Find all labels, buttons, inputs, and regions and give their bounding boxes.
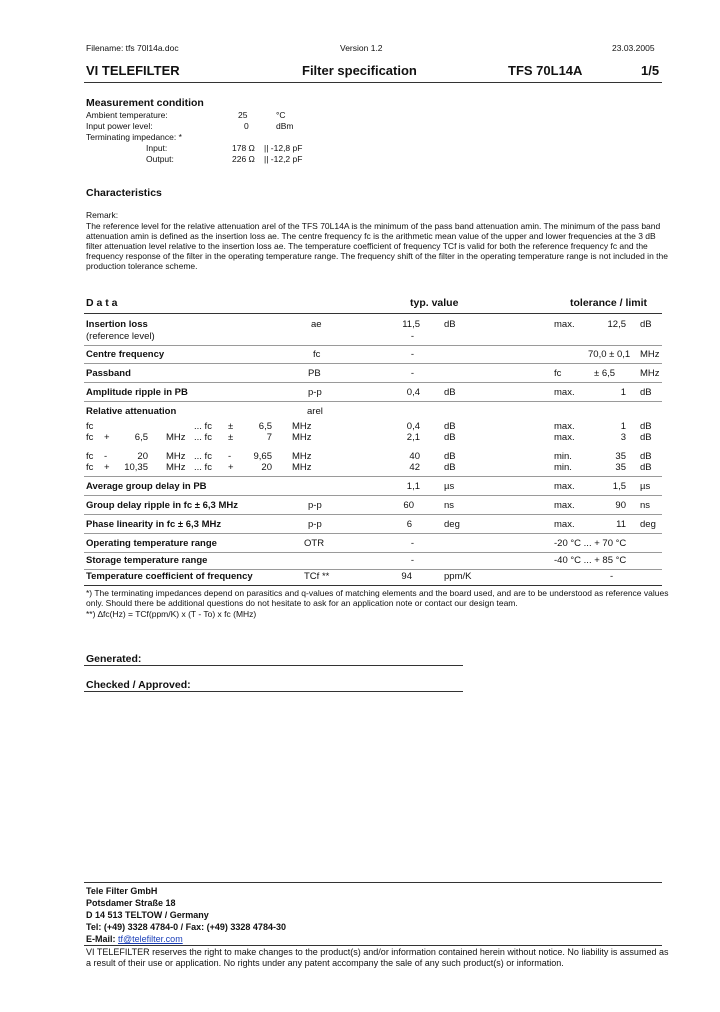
footer-email-link[interactable]: tf@telefilter.com (118, 934, 183, 944)
rel-row-2-l: min. (554, 451, 572, 462)
impedance-label: Terminating impedance: * (86, 132, 182, 142)
row-rule (84, 552, 662, 553)
footer-disclaimer: VI TELEFILTER reserves the right to make changes to the product(s) and/or information contained herein without notice. No liability is assumed as a result of their use or application. No rights under any patent accompany the sale of any such product(s) or information. (86, 947, 669, 968)
rel-row-1-l: max. (554, 432, 575, 443)
gdr-label: Group delay ripple in fc ± 6,3 MHz (86, 500, 238, 511)
remark-text: The reference level for the relative attenuation arel of the TFS 70L14A is the minimum of the pass band attenuation amin. The minimum of the pass band attenuation amin is defined as the insertion loss ae. The centre frequency fc is the arithmetic mean value of the upper and lower frequencies at the 3 dB filter attenuation level relative to the insertion loss ae. The temperature coefficient of frequency TCf is valid for both the reference frequency fc and the frequency response of the filter in the operating temperature range. The frequency shift of the filter in the operating temperature range is not included in the production tolerance scheme. (86, 221, 668, 271)
row-rule (84, 533, 662, 534)
input-value: 178 Ω (232, 143, 255, 153)
rel-row-2-a: fc (86, 451, 94, 462)
rel-row-1-c: 6,5 (134, 432, 148, 443)
rel-row-3-d: MHz (166, 462, 186, 473)
output-label: Output: (146, 154, 174, 164)
centre-sym: fc (313, 349, 321, 360)
header-rule (84, 82, 662, 83)
rel-row-0-e: ... fc (194, 421, 212, 432)
insertion-val: 11,5 (402, 319, 420, 330)
rel-row-0-v: 0,4 (406, 421, 420, 432)
insertion-sym: ae (311, 319, 322, 330)
insertion-label: Insertion loss (86, 319, 148, 330)
pass-label: Passband (86, 368, 131, 379)
row-rule (84, 514, 662, 515)
rel-row-3-h: MHz (292, 462, 312, 473)
col-typ: typ. value (410, 297, 459, 309)
rel-row-0-f: ± (228, 421, 234, 432)
rel-label: Relative attenuation (86, 406, 177, 417)
characteristics-title: Characteristics (86, 187, 162, 199)
row-rule (84, 363, 662, 364)
version: Version 1.2 (340, 43, 383, 53)
remark-label: Remark: (86, 210, 119, 220)
centre-lim: 70,0 ± 0,1 (588, 349, 631, 360)
phase-limv: 11 (616, 519, 626, 530)
agd-label: Average group delay in PB (86, 481, 207, 492)
str-val: - (410, 555, 414, 566)
insertion-limv: 12,5 (607, 319, 626, 330)
gdr-limu: ns (640, 500, 651, 511)
rel-row-1-b: + (104, 432, 110, 443)
amp-unit: dB (444, 387, 456, 398)
pass-sym: PB (308, 368, 321, 379)
insertion-sub: (reference level) (86, 331, 155, 342)
input-cap: || -12,8 pF (264, 143, 303, 153)
phase-limu: deg (640, 519, 656, 530)
rel-row-2-c: 20 (137, 451, 148, 462)
agd-limv: 1,5 (612, 481, 626, 492)
otr-label: Operating temperature range (86, 538, 217, 549)
rel-row-3-l: min. (554, 462, 572, 473)
generated-label: Generated: (86, 653, 142, 665)
pass-lim: fc (554, 368, 562, 379)
centre-limu: MHz (640, 349, 660, 360)
rel-row-0-u: dB (444, 421, 456, 432)
footer-rule-2 (84, 945, 662, 946)
doc-title: Filter specification (302, 63, 417, 78)
centre-label: Centre frequency (86, 349, 165, 360)
pass-val: - (410, 368, 414, 379)
rel-row-1-u: dB (444, 432, 456, 443)
date: 23.03.2005 (612, 43, 655, 53)
rel-row-3-g: 20 (261, 462, 272, 473)
otr-lim: -20 °C ... + 70 °C (554, 538, 627, 549)
rel-row-3-e: ... fc (194, 462, 212, 473)
rel-row-0-g: 6,5 (258, 421, 272, 432)
power-value: 0 (244, 121, 249, 131)
checked-line (84, 691, 463, 692)
rel-row-2-lv: 35 (615, 451, 626, 462)
amp-lim: max. (554, 387, 575, 398)
gdr-sym: p-p (308, 500, 322, 511)
rel-row-1-g: 7 (266, 432, 272, 443)
footer-company: Tele Filter GmbH (86, 886, 158, 896)
rel-row-0-a: fc (86, 421, 94, 432)
agd-val: 1,1 (406, 481, 420, 492)
rel-row-2-v: 40 (409, 451, 420, 462)
str-lim: -40 °C ... + 85 °C (554, 555, 627, 566)
row-rule (84, 569, 662, 570)
row-rule (84, 345, 662, 346)
rel-row-3-f: + (228, 462, 234, 473)
rel-sym: arel (307, 406, 323, 417)
rel-row-3-lu: dB (640, 462, 652, 473)
table-bottom-rule (84, 585, 662, 586)
otr-sym: OTR (304, 538, 325, 549)
insertion-lim: max. (554, 319, 575, 330)
page-number: 1/5 (641, 63, 660, 78)
footer-street: Potsdamer Straße 18 (86, 898, 176, 908)
note-tcf: **) ∆fc(Hz) = TCf(ppm/K) x (T - To) x fc (MHz) (86, 609, 257, 619)
checked-label: Checked / Approved: (86, 679, 191, 691)
col-tol: tolerance / limit (570, 297, 648, 309)
output-value: 226 Ω (232, 154, 255, 164)
rel-row-1-lv: 3 (620, 432, 626, 443)
rel-row-3-u: dB (444, 462, 456, 473)
rel-row-0-l: max. (554, 421, 575, 432)
agd-limu: µs (640, 481, 651, 492)
footer-rule (84, 882, 662, 883)
insertion-unit: dB (444, 319, 456, 330)
gdr-limv: 90 (615, 500, 626, 511)
rel-row-3-c: 10,35 (124, 462, 148, 473)
gdr-lim: max. (554, 500, 575, 511)
phase-val: 6 (406, 519, 412, 530)
table-top-rule (84, 313, 662, 314)
generated-line (84, 665, 463, 666)
rel-row-2-h: MHz (292, 451, 312, 462)
phase-unit: deg (444, 519, 460, 530)
amp-sym: p-p (308, 387, 322, 398)
input-label: Input: (146, 143, 168, 153)
rel-row-3-v: 42 (409, 462, 420, 473)
phase-lim: max. (554, 519, 575, 530)
rel-row-3-a: fc (86, 462, 94, 473)
row-rule (84, 382, 662, 383)
gdr-unit: ns (444, 500, 455, 511)
rel-row-0-lu: dB (640, 421, 652, 432)
footer-city: D 14 513 TELTOW / Germany (86, 910, 209, 920)
rel-row-2-e: ... fc (194, 451, 212, 462)
amp-limv: 1 (620, 387, 626, 398)
rel-row-0-h: MHz (292, 421, 312, 432)
amp-limu: dB (640, 387, 652, 398)
filename: Filename: tfs 70l14a.doc (86, 43, 179, 53)
note-impedance: *) The terminating impedances depend on parasitics and q-values of matching elements and the board used, and are to be understood as reference values only. Should there be additional questions do not hesitate to ask for an application note or contact our design team. (86, 588, 669, 608)
agd-unit: µs (444, 481, 455, 492)
tc-label: Temperature coefficient of frequency (86, 571, 253, 582)
row-rule (84, 476, 662, 477)
rel-row-3-lv: 35 (615, 462, 626, 473)
col-data: D a t a (86, 297, 118, 309)
rel-row-1-v: 2,1 (406, 432, 420, 443)
amp-label: Amplitude ripple in PB (86, 387, 188, 398)
insertion-sub-val: - (410, 331, 414, 342)
ambient-unit: °C (276, 110, 286, 120)
pass-limv: ± 6,5 (594, 368, 616, 379)
output-cap: || -12,2 pF (264, 154, 303, 164)
company-name: VI TELEFILTER (86, 63, 180, 78)
ambient-label: Ambient temperature: (86, 110, 168, 120)
phase-sym: p-p (308, 519, 322, 530)
tc-val: 94 (401, 571, 412, 582)
rel-row-2-lu: dB (640, 451, 652, 462)
rel-row-2-f: - (228, 451, 232, 462)
rel-row-1-h: MHz (292, 432, 312, 443)
gdr-val: 60 (403, 500, 414, 511)
rel-row-2-b: - (104, 451, 108, 462)
power-unit: dBm (276, 121, 294, 131)
measurement-title: Measurement condition (86, 97, 204, 109)
power-label: Input power level: (86, 121, 153, 131)
amp-val: 0,4 (406, 387, 420, 398)
part-number: TFS 70L14A (508, 63, 583, 78)
rel-row-2-g: 9,65 (253, 451, 272, 462)
otr-val: - (410, 538, 414, 549)
phase-label: Phase linearity in fc ± 6,3 MHz (86, 519, 222, 530)
rel-row-1-lu: dB (640, 432, 652, 443)
tc-sym: TCf ** (304, 571, 330, 582)
rel-row-1-f: ± (228, 432, 234, 443)
rel-row-0-lv: 1 (620, 421, 626, 432)
rel-row-1-d: MHz (166, 432, 186, 443)
tc-unit: ppm/K (444, 571, 472, 582)
rel-row-1-a: fc (86, 432, 94, 443)
centre-val: - (410, 349, 414, 360)
agd-lim: max. (554, 481, 575, 492)
str-label: Storage temperature range (86, 555, 208, 566)
row-rule (84, 495, 662, 496)
footer-tel: Tel: (+49) 3328 4784-0 / Fax: (+49) 3328 4784-30 (86, 922, 286, 932)
rel-row-2-d: MHz (166, 451, 186, 462)
rel-row-2-u: dB (444, 451, 456, 462)
insertion-limu: dB (640, 319, 652, 330)
row-rule (84, 401, 662, 402)
tc-lim: - (610, 571, 614, 582)
rel-row-1-e: ... fc (194, 432, 212, 443)
footer-email-label: E-Mail: (86, 934, 116, 944)
pass-limu: MHz (640, 368, 660, 379)
rel-row-3-b: + (104, 462, 110, 473)
ambient-value: 25 (238, 110, 248, 120)
